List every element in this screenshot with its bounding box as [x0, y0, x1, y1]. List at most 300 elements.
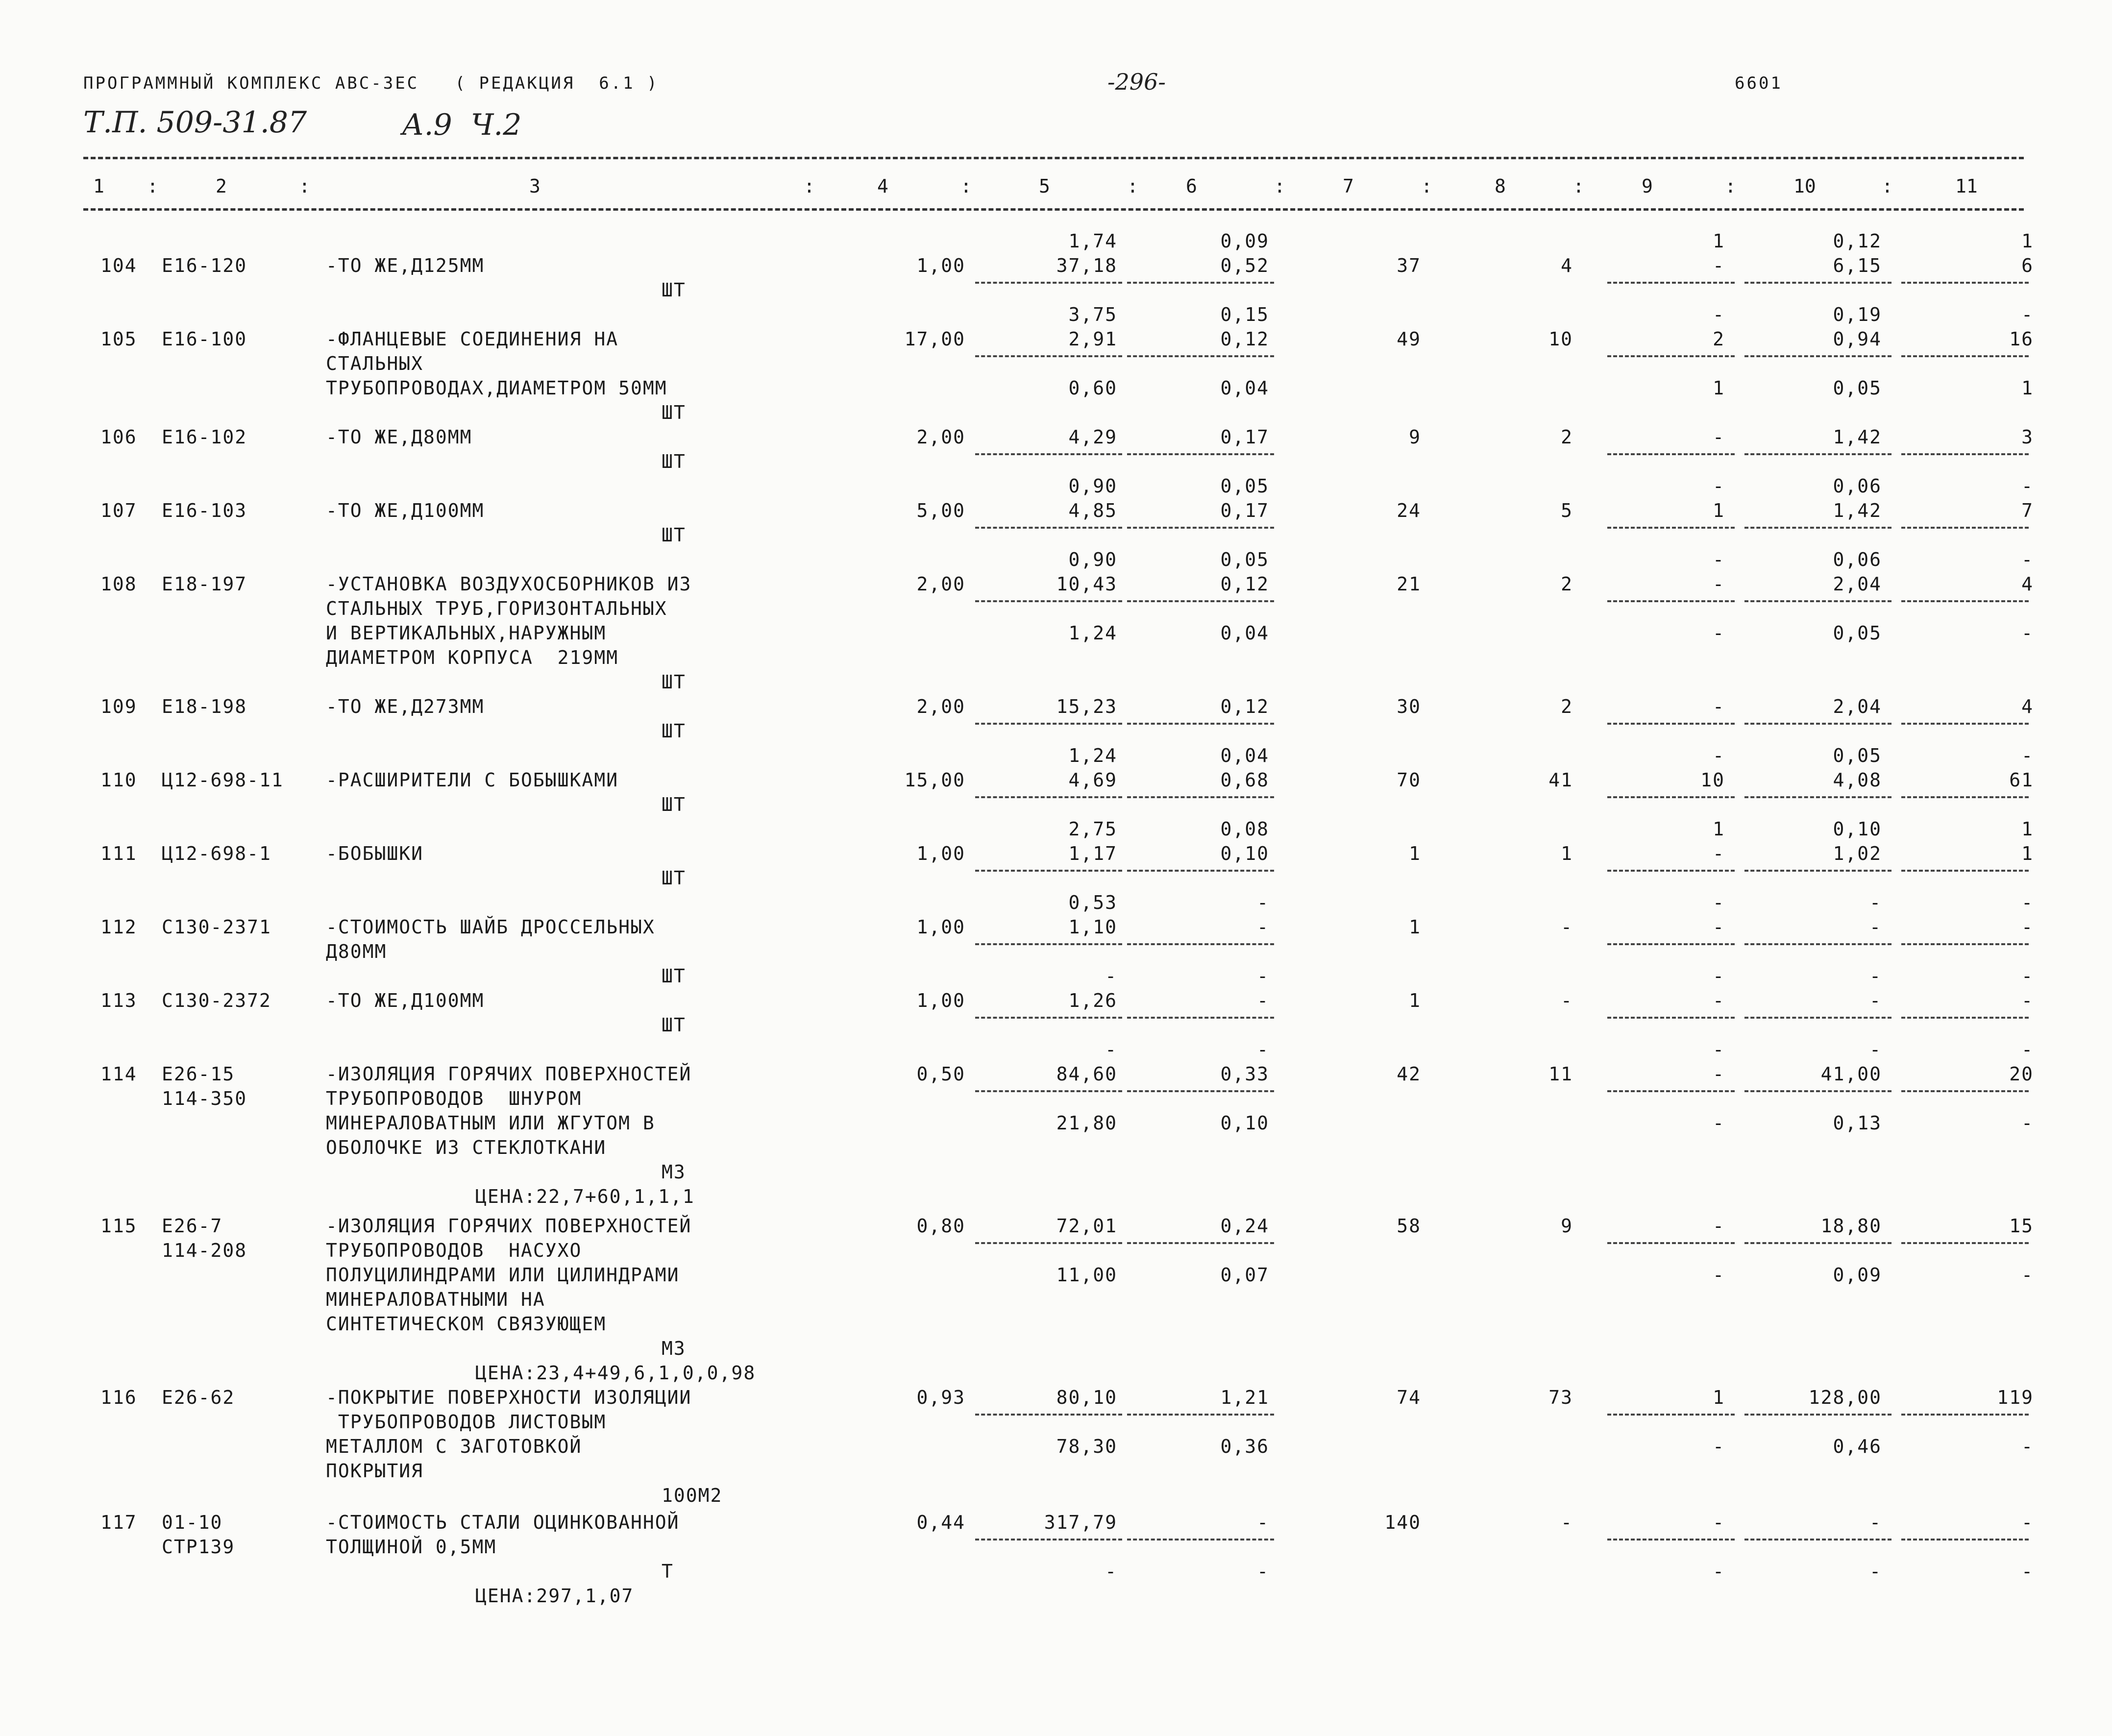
col5-value: - — [1105, 1561, 1117, 1582]
row-unit: ШТ — [662, 524, 686, 546]
col7-value: 24 — [1397, 500, 1421, 521]
divider-col6 — [1127, 282, 1274, 284]
col10-value: - — [1869, 1039, 1882, 1060]
col10-value: 128,00 — [1808, 1387, 1882, 1408]
divider-col5 — [975, 600, 1122, 602]
col5-value: 1,26 — [1068, 990, 1117, 1011]
col5-value: 15,23 — [1056, 696, 1117, 717]
divider-col5 — [975, 453, 1122, 455]
row-description: -СТОИМОСТЬ ШАЙБ ДРОССЕЛЬНЫХ — [326, 916, 655, 938]
col5-value: 84,60 — [1056, 1063, 1117, 1085]
col5-value: 4,29 — [1068, 426, 1117, 448]
col6-value: 0,10 — [1220, 843, 1269, 864]
divider-col5 — [975, 1017, 1122, 1019]
row-description: МИНЕРАЛОВАТНЫМИ НА — [326, 1289, 545, 1310]
page-number: -296- — [1107, 69, 1166, 95]
divider-col5 — [975, 1539, 1122, 1540]
divider-col10 — [1744, 600, 1891, 602]
row-description: -ПОКРЫТИЕ ПОВЕРХНОСТИ ИЗОЛЯЦИИ — [326, 1387, 692, 1408]
column-header-1: 1 — [93, 175, 104, 197]
divider-col11 — [1901, 600, 2029, 602]
col7-value: 1 — [1409, 916, 1421, 938]
divider-col5 — [975, 723, 1122, 725]
col6-value: - — [1257, 892, 1269, 913]
column-separator: : — [1274, 175, 1285, 197]
divider-col5 — [975, 943, 1122, 945]
col7-value: 49 — [1397, 328, 1421, 350]
col10-value: 2,04 — [1833, 696, 1882, 717]
row-unit: ШТ — [662, 279, 686, 301]
divider-col11 — [1901, 723, 2029, 725]
col11-value: 15 — [2009, 1215, 2034, 1237]
col7-value: 58 — [1397, 1215, 1421, 1237]
row-number: 111 — [100, 843, 137, 864]
col9-value: 2 — [1713, 328, 1725, 350]
col5-value: 0,60 — [1068, 377, 1117, 399]
col5-value: 78,30 — [1056, 1436, 1117, 1457]
col9-value: - — [1713, 745, 1725, 766]
col7-value: 74 — [1397, 1387, 1421, 1408]
col10-value: 0,06 — [1833, 549, 1882, 570]
divider-col9 — [1607, 355, 1735, 357]
divider-col10 — [1744, 943, 1891, 945]
col11-value: - — [2021, 549, 2034, 570]
row-description: -ТО ЖЕ,Д80ММ — [326, 426, 472, 448]
col10-value: - — [1869, 916, 1882, 938]
row-description: СТАЛЬНЫХ ТРУБ,ГОРИЗОНТАЛЬНЫХ — [326, 598, 667, 619]
divider-col6 — [1127, 527, 1274, 529]
col5-value: 1,10 — [1068, 916, 1117, 938]
col5-value: 3,75 — [1068, 304, 1117, 325]
divider-col9 — [1607, 1090, 1735, 1092]
column-separator: : — [1573, 175, 1584, 197]
row-description: -ИЗОЛЯЦИЯ ГОРЯЧИХ ПОВЕРХНОСТЕЙ — [326, 1063, 692, 1085]
col9-value: - — [1713, 622, 1725, 644]
col6-value: 0,04 — [1220, 745, 1269, 766]
col11-value: - — [2021, 990, 2034, 1011]
row-price: ЦЕНА:22,7+60,1,1,1 — [475, 1186, 695, 1207]
row-code: Е18-198 — [162, 696, 247, 717]
row-quantity: 2,00 — [916, 426, 965, 448]
col8-value: 2 — [1561, 573, 1573, 595]
row-number: 110 — [100, 769, 137, 791]
row-number: 114 — [100, 1063, 137, 1085]
row-number: 113 — [100, 990, 137, 1011]
col9-value: - — [1713, 1112, 1725, 1134]
row-description: ТРУБОПРОВОДОВ ШНУРОМ — [326, 1088, 582, 1109]
row-quantity: 1,00 — [916, 916, 965, 938]
col6-value: 0,04 — [1220, 377, 1269, 399]
divider-col11 — [1901, 1414, 2029, 1416]
col11-value: - — [2021, 965, 2034, 987]
row-description: -ТО ЖЕ,Д273ММ — [326, 696, 485, 717]
divider-col11 — [1901, 527, 2029, 529]
row-quantity: 1,00 — [916, 843, 965, 864]
divider-col6 — [1127, 870, 1274, 872]
row-description: -ФЛАНЦЕВЫЕ СОЕДИНЕНИЯ НА — [326, 328, 619, 350]
col6-value: - — [1257, 1561, 1269, 1582]
row-description: -БОБЫШКИ — [326, 843, 424, 864]
col6-value: - — [1257, 965, 1269, 987]
divider-col11 — [1901, 355, 2029, 357]
col9-value: 1 — [1713, 377, 1725, 399]
col10-value: 0,06 — [1833, 475, 1882, 497]
row-description: ДИАМЕТРОМ КОРПУСА 219ММ — [326, 647, 619, 668]
col7-value: 30 — [1397, 696, 1421, 717]
col5-value: 0,53 — [1068, 892, 1117, 913]
col10-value: 6,15 — [1833, 255, 1882, 276]
col11-value: 4 — [2021, 573, 2034, 595]
col6-value: 0,17 — [1220, 500, 1269, 521]
divider-col10 — [1744, 723, 1891, 725]
column-header-6: 6 — [1186, 175, 1197, 197]
row-code: Е16-120 — [162, 255, 247, 276]
col11-value: - — [2021, 1436, 2034, 1457]
col11-value: 119 — [1997, 1387, 2034, 1408]
row-price: ЦЕНА:23,4+49,6,1,0,0,98 — [475, 1362, 756, 1384]
col10-value: 1,42 — [1833, 426, 1882, 448]
row-unit: ШТ — [662, 1014, 686, 1036]
divider-col6 — [1127, 943, 1274, 945]
row-code: Ц12-698-11 — [162, 769, 284, 791]
row-number: 115 — [100, 1215, 137, 1237]
col6-value: 0,10 — [1220, 1112, 1269, 1134]
col11-value: - — [2021, 304, 2034, 325]
row-description: ТРУБОПРОВОДОВ ЛИСТОВЫМ — [326, 1411, 607, 1433]
row-description: МИНЕРАЛОВАТНЫМ ИЛИ ЖГУТОМ В — [326, 1112, 655, 1134]
divider-col6 — [1127, 355, 1274, 357]
column-header-4: 4 — [877, 175, 888, 197]
row-code-secondary: 114-208 — [162, 1240, 247, 1261]
row-code: Ц12-698-1 — [162, 843, 271, 864]
col11-value: 61 — [2009, 769, 2034, 791]
col6-value: 0,05 — [1220, 475, 1269, 497]
col10-value: - — [1869, 965, 1882, 987]
handwritten-reference: Т.П. 509-31.87 — [83, 105, 307, 140]
row-unit: Т — [662, 1561, 674, 1582]
col5-value: 80,10 — [1056, 1387, 1117, 1408]
col9-value: - — [1713, 696, 1725, 717]
row-quantity: 0,93 — [916, 1387, 965, 1408]
row-quantity: 1,00 — [916, 990, 965, 1011]
col6-value: 0,68 — [1220, 769, 1269, 791]
row-code: Е18-197 — [162, 573, 247, 595]
divider-col11 — [1901, 1090, 2029, 1092]
col7-value: 140 — [1384, 1512, 1421, 1533]
col6-value: 0,04 — [1220, 622, 1269, 644]
row-unit: ШТ — [662, 867, 686, 889]
row-description: -РАСШИРИТЕЛИ С БОБЫШКАМИ — [326, 769, 619, 791]
col9-value: - — [1713, 1561, 1725, 1582]
divider-col5 — [975, 282, 1122, 284]
divider-col6 — [1127, 1017, 1274, 1019]
divider-col5 — [975, 527, 1122, 529]
col11-value: 1 — [2021, 843, 2034, 864]
col11-value: - — [2021, 916, 2034, 938]
col7-value: 9 — [1409, 426, 1421, 448]
col9-value: - — [1713, 475, 1725, 497]
col5-value: 317,79 — [1044, 1512, 1117, 1533]
row-description: -ИЗОЛЯЦИЯ ГОРЯЧИХ ПОВЕРХНОСТЕЙ — [326, 1215, 692, 1237]
row-description: -ТО ЖЕ,Д100ММ — [326, 500, 485, 521]
column-separator: : — [299, 175, 310, 197]
column-separator: : — [147, 175, 158, 197]
divider-col6 — [1127, 1242, 1274, 1244]
row-description: СТАЛЬНЫХ — [326, 353, 424, 374]
divider-col9 — [1607, 1242, 1735, 1244]
divider-col6 — [1127, 453, 1274, 455]
row-description: ТОЛЩИНОЙ 0,5ММ — [326, 1536, 497, 1558]
col9-value: - — [1713, 965, 1725, 987]
divider-col10 — [1744, 527, 1891, 529]
row-price: ЦЕНА:297,1,07 — [475, 1585, 634, 1607]
col6-value: - — [1257, 990, 1269, 1011]
row-code: Е26-15 — [162, 1063, 235, 1085]
col10-value: 2,04 — [1833, 573, 1882, 595]
col11-value: - — [2021, 1512, 2034, 1533]
row-unit: ШТ — [662, 720, 686, 742]
col10-value: 1,02 — [1833, 843, 1882, 864]
row-description: ТРУБОПРОВОДАХ,ДИАМЕТРОМ 50ММ — [326, 377, 667, 399]
divider-col6 — [1127, 796, 1274, 798]
row-number: 112 — [100, 916, 137, 938]
divider-col5 — [975, 1242, 1122, 1244]
col6-value: 0,08 — [1220, 818, 1269, 840]
col6-value: 0,24 — [1220, 1215, 1269, 1237]
col5-value: 72,01 — [1056, 1215, 1117, 1237]
col6-value: 1,21 — [1220, 1387, 1269, 1408]
col8-value: 5 — [1561, 500, 1573, 521]
col8-value: 41 — [1548, 769, 1573, 791]
col10-value: 0,19 — [1833, 304, 1882, 325]
col10-value: - — [1869, 1512, 1882, 1533]
divider-col9 — [1607, 600, 1735, 602]
row-description: Д80ММ — [326, 941, 387, 962]
col9-value: 10 — [1700, 769, 1725, 791]
row-unit: ШТ — [662, 451, 686, 472]
col9-value: - — [1713, 304, 1725, 325]
divider-col10 — [1744, 1017, 1891, 1019]
row-code-secondary: СТР139 — [162, 1536, 235, 1558]
col9-value: - — [1713, 990, 1725, 1011]
col9-value: - — [1713, 1039, 1725, 1060]
row-unit: 100М2 — [662, 1485, 723, 1506]
column-header-5: 5 — [1039, 175, 1050, 197]
col7-value: 42 — [1397, 1063, 1421, 1085]
column-separator: : — [960, 175, 972, 197]
divider-col10 — [1744, 870, 1891, 872]
column-header-10: 10 — [1793, 175, 1816, 197]
col10-value: 0,09 — [1833, 1264, 1882, 1286]
row-quantity: 15,00 — [904, 769, 965, 791]
col6-value: 0,12 — [1220, 328, 1269, 350]
divider-col10 — [1744, 1414, 1891, 1416]
col6-value: 0,12 — [1220, 573, 1269, 595]
col5-value: 10,43 — [1056, 573, 1117, 595]
col9-value: - — [1713, 1215, 1725, 1237]
col11-value: - — [2021, 1264, 2034, 1286]
column-separator: : — [1882, 175, 1893, 197]
handwritten-section: А.9 Ч.2 — [402, 108, 522, 142]
col11-value: - — [2021, 745, 2034, 766]
column-header-3: 3 — [529, 175, 540, 197]
col8-value: 9 — [1561, 1215, 1573, 1237]
divider-col9 — [1607, 1414, 1735, 1416]
col5-value: - — [1105, 965, 1117, 987]
col8-value: 2 — [1561, 426, 1573, 448]
divider-col5 — [975, 870, 1122, 872]
row-number: 106 — [100, 426, 137, 448]
col9-value: - — [1713, 255, 1725, 276]
col10-value: 0,94 — [1833, 328, 1882, 350]
row-code: С130-2372 — [162, 990, 271, 1011]
col8-value: 2 — [1561, 696, 1573, 717]
column-separator: : — [1725, 175, 1736, 197]
row-unit: М3 — [662, 1161, 686, 1183]
col5-value: - — [1105, 1039, 1117, 1060]
row-unit: ШТ — [662, 402, 686, 423]
row-quantity: 1,00 — [916, 255, 965, 276]
column-separator: : — [1127, 175, 1138, 197]
divider-col6 — [1127, 1414, 1274, 1416]
divider-col9 — [1607, 1017, 1735, 1019]
row-unit: ШТ — [662, 794, 686, 815]
divider-col9 — [1607, 870, 1735, 872]
col11-value: - — [2021, 475, 2034, 497]
divider-col11 — [1901, 453, 2029, 455]
col7-value: 70 — [1397, 769, 1421, 791]
row-code: С130-2371 — [162, 916, 271, 938]
col7-value: 1 — [1409, 843, 1421, 864]
column-header-11: 11 — [1955, 175, 1978, 197]
col5-value: 1,74 — [1068, 230, 1117, 252]
col5-value: 4,85 — [1068, 500, 1117, 521]
col7-value: 1 — [1409, 990, 1421, 1011]
col5-value: 11,00 — [1056, 1264, 1117, 1286]
row-number: 109 — [100, 696, 137, 717]
col5-value: 1,24 — [1068, 622, 1117, 644]
row-code: 01-10 — [162, 1512, 223, 1533]
row-description: ПОКРЫТИЯ — [326, 1460, 424, 1482]
divider-col9 — [1607, 796, 1735, 798]
col5-value: 21,80 — [1056, 1112, 1117, 1134]
row-number: 116 — [100, 1387, 137, 1408]
divider-col11 — [1901, 1539, 2029, 1540]
col8-value: 10 — [1548, 328, 1573, 350]
divider-col6 — [1127, 1090, 1274, 1092]
col7-value: 37 — [1397, 255, 1421, 276]
col11-value: - — [2021, 622, 2034, 644]
row-quantity: 2,00 — [916, 696, 965, 717]
col8-value: 1 — [1561, 843, 1573, 864]
column-header-9: 9 — [1642, 175, 1653, 197]
col9-value: - — [1713, 426, 1725, 448]
col9-value: - — [1713, 1436, 1725, 1457]
divider-col10 — [1744, 355, 1891, 357]
col9-value: 1 — [1713, 230, 1725, 252]
col11-value: - — [2021, 1039, 2034, 1060]
col10-value: 1,42 — [1833, 500, 1882, 521]
col11-value: 1 — [2021, 377, 2034, 399]
divider-col10 — [1744, 1090, 1891, 1092]
col11-value: 6 — [2021, 255, 2034, 276]
col9-value: - — [1713, 549, 1725, 570]
col10-value: 0,13 — [1833, 1112, 1882, 1134]
col9-value: - — [1713, 892, 1725, 913]
divider-col10 — [1744, 453, 1891, 455]
col11-value: 4 — [2021, 696, 2034, 717]
col10-value: 4,08 — [1833, 769, 1882, 791]
col9-value: 1 — [1713, 818, 1725, 840]
row-description: МЕТАЛЛОМ С ЗАГОТОВКОЙ — [326, 1436, 582, 1457]
row-code: Е16-103 — [162, 500, 247, 521]
col8-value: 73 — [1548, 1387, 1573, 1408]
col9-value: - — [1713, 843, 1725, 864]
divider-col11 — [1901, 1242, 2029, 1244]
divider-col10 — [1744, 796, 1891, 798]
col8-value: - — [1561, 990, 1573, 1011]
col11-value: - — [2021, 1561, 2034, 1582]
divider-col9 — [1607, 943, 1735, 945]
row-unit: ШТ — [662, 671, 686, 693]
row-number: 117 — [100, 1512, 137, 1533]
col11-value: 16 — [2009, 328, 2034, 350]
col9-value: - — [1713, 1063, 1725, 1085]
col6-value: 0,05 — [1220, 549, 1269, 570]
divider-col10 — [1744, 1242, 1891, 1244]
header-top-rule — [83, 157, 2024, 159]
row-description: СИНТЕТИЧЕСКОМ СВЯЗУЮЩЕМ — [326, 1313, 607, 1335]
divider-col6 — [1127, 1539, 1274, 1540]
col9-value: - — [1713, 573, 1725, 595]
col10-value: 18,80 — [1820, 1215, 1882, 1237]
row-quantity: 2,00 — [916, 573, 965, 595]
col5-value: 37,18 — [1056, 255, 1117, 276]
row-description: -СТОИМОСТЬ СТАЛИ ОЦИНКОВАННОЙ — [326, 1512, 680, 1533]
divider-col6 — [1127, 600, 1274, 602]
col6-value: 0,52 — [1220, 255, 1269, 276]
col6-value: 0,07 — [1220, 1264, 1269, 1286]
col5-value: 1,17 — [1068, 843, 1117, 864]
col10-value: 0,10 — [1833, 818, 1882, 840]
row-quantity: 17,00 — [904, 328, 965, 350]
row-description: ТРУБОПРОВОДОВ НАСУХО — [326, 1240, 582, 1261]
divider-col9 — [1607, 453, 1735, 455]
col6-value: 0,15 — [1220, 304, 1269, 325]
col11-value: - — [2021, 892, 2034, 913]
col10-value: 0,12 — [1833, 230, 1882, 252]
row-quantity: 0,44 — [916, 1512, 965, 1533]
row-quantity: 5,00 — [916, 500, 965, 521]
col5-value: 4,69 — [1068, 769, 1117, 791]
divider-col6 — [1127, 723, 1274, 725]
col5-value: 0,90 — [1068, 549, 1117, 570]
row-unit: М3 — [662, 1338, 686, 1359]
col10-value: 0,05 — [1833, 745, 1882, 766]
document-code: 6601 — [1735, 73, 1783, 93]
col6-value: 0,09 — [1220, 230, 1269, 252]
col9-value: 1 — [1713, 1387, 1725, 1408]
row-number: 107 — [100, 500, 137, 521]
row-code-secondary: 114-350 — [162, 1088, 247, 1109]
col11-value: 3 — [2021, 426, 2034, 448]
program-header: ПРОГРАММНЫЙ КОМПЛЕКС АВС-3ЕС ( РЕДАКЦИЯ 6.1 ) — [83, 73, 659, 93]
col11-value: - — [2021, 1112, 2034, 1134]
col9-value: - — [1713, 1264, 1725, 1286]
col6-value: - — [1257, 1512, 1269, 1533]
row-description: И ВЕРТИКАЛЬНЫХ,НАРУЖНЫМ — [326, 622, 607, 644]
col5-value: 1,24 — [1068, 745, 1117, 766]
